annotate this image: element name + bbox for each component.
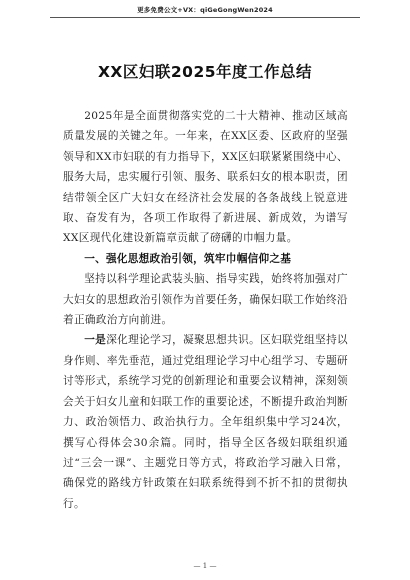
header-divider bbox=[50, 17, 360, 18]
section-1-point-1 bbox=[63, 330, 348, 514]
section-1-paragraph: 坚持以科学理论武装头脑、指导实践，始终将加强对广大妇女的思想政治引领作为首要任务，确保妇联工作始终沿着正确政治方向前进。 bbox=[63, 273, 348, 327]
page-number: — 1 — bbox=[193, 562, 217, 570]
header-note: 更多免费公文+VX：qiGeGongWen2024 bbox=[137, 6, 273, 14]
point-1-lead: 一是 bbox=[84, 334, 107, 347]
section-heading-1: 一、强化思想政治引领，筑牢巾帼信仰之基 bbox=[84, 252, 292, 265]
document-title: XX区妇联2025年度工作总结 bbox=[97, 63, 313, 81]
intro-paragraph: 2025年是全面贯彻落实党的二十大精神、推动区域高质量发展的关键之年。一年来，在XX区委、区政府的坚强领导和XX市妇联的有力指导下，XX区妇联紧紧围绕中心、服务大局，忠实履行引领、服务、联系妇女的根本职责，团结带领全区广大妇女在经济社会发展的各条战线上锐意进取、奋发有为，各项工作取得了新进展、新成效，为谱写XX区现代化建设新篇章贡献了磅礴的巾帼力量。 bbox=[63, 110, 348, 245]
document-body bbox=[63, 106, 348, 514]
point-1-text: 深化理论学习，凝聚思想共识。区妇联党组坚持以身作则、率先垂范，通过党组理论学习中心组学习、专题研讨等形式，系统学习党的创新理论和重要会议精神，深刻领会关于妇女儿童和妇联工作的重要论述，不断提升政治判断力、政治领悟力、政治执行力。全年组织集中学习24次，撰写心得体会30余篇。同时，指导全区各级妇联组织通过“三会一课”、主题党日等方式，将政治学习融入日常，确保党的路线方针政策在妇联系统得到不折不扣的贯彻执行。 bbox=[63, 334, 349, 510]
